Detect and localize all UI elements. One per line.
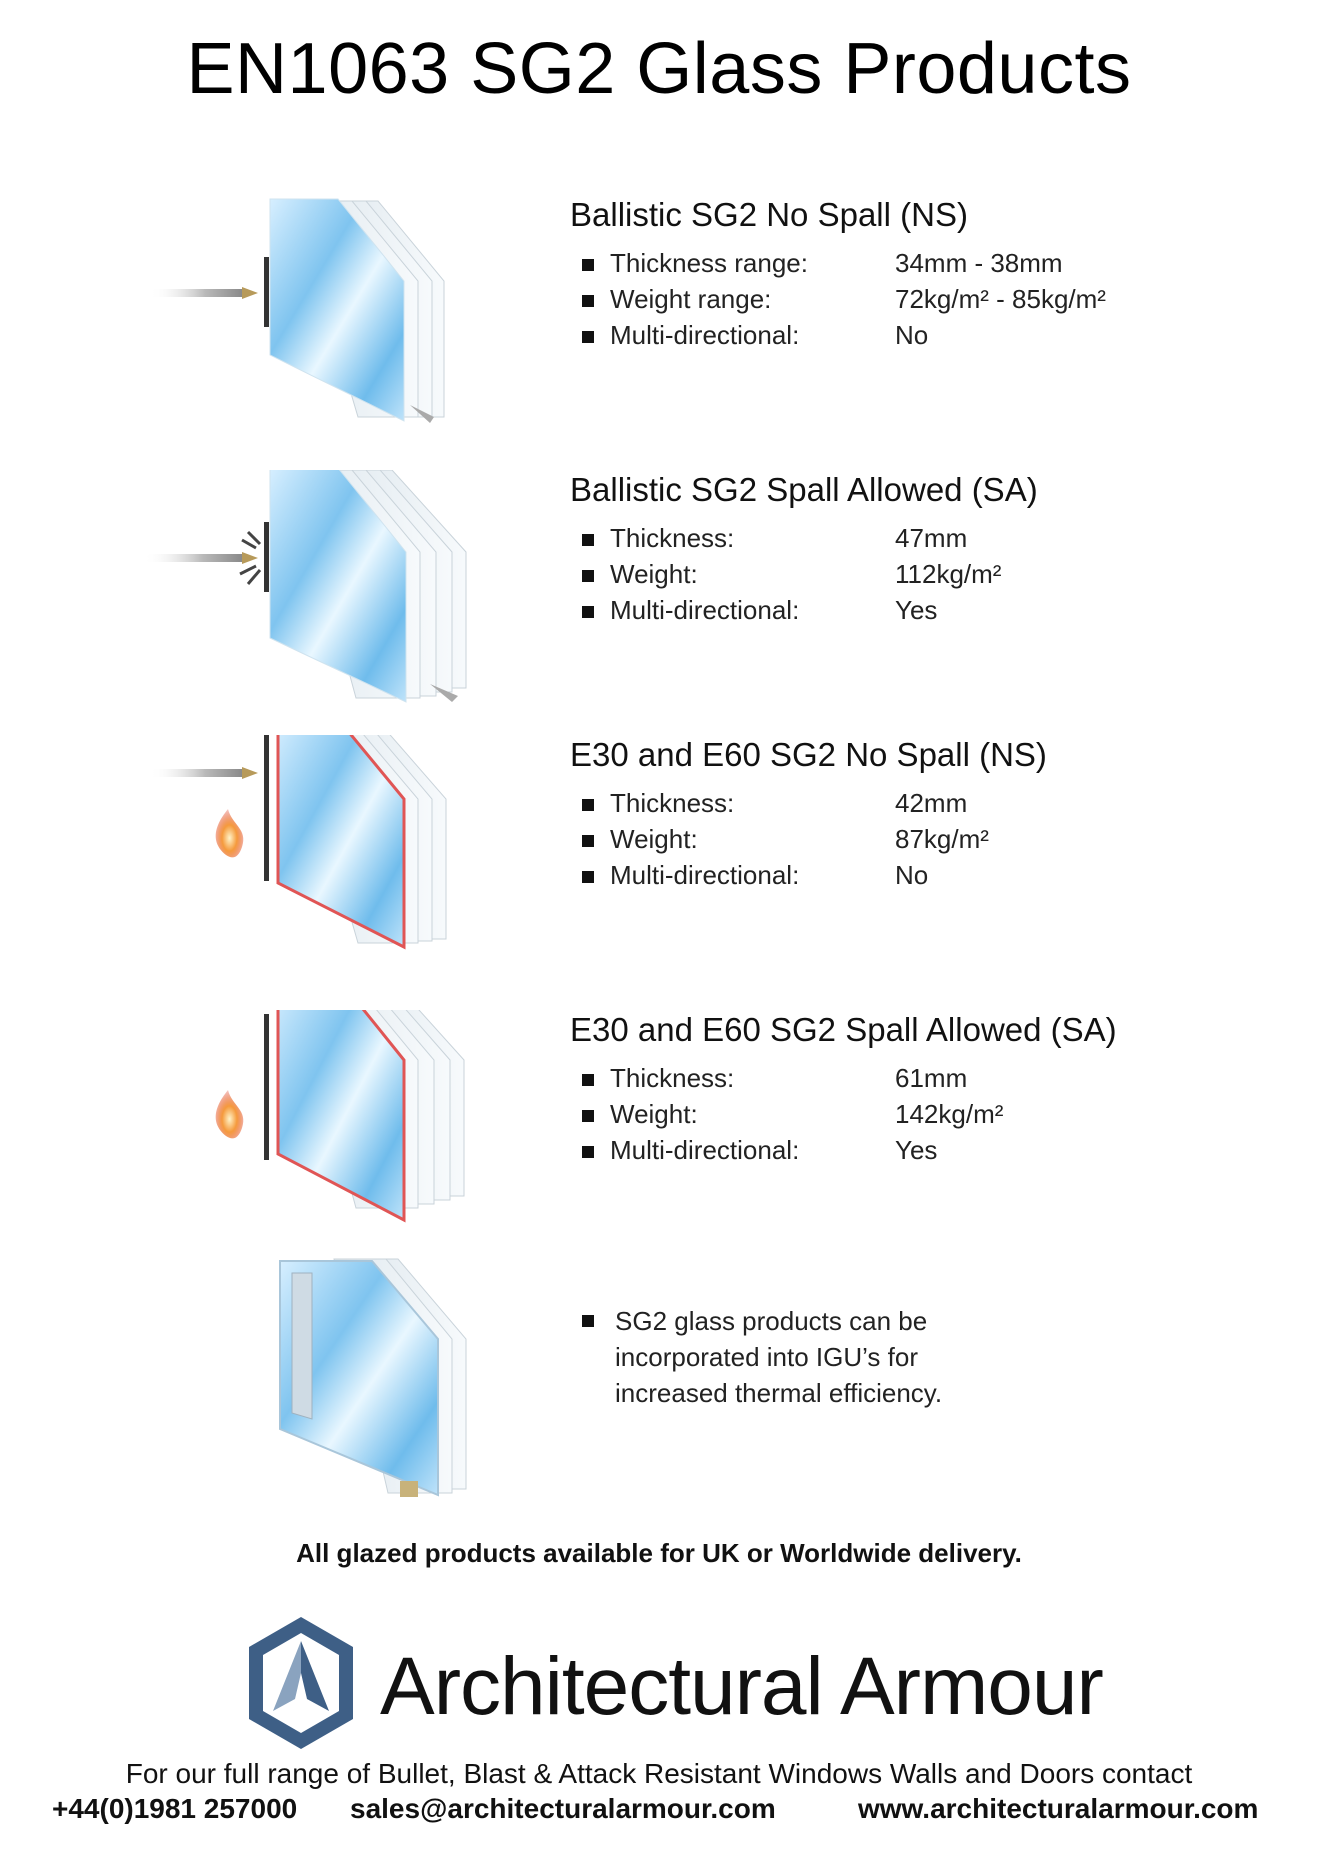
spec-value: 47mm [895,523,968,553]
spec-value: 112kg/m² [895,559,1002,589]
bullet-icon [582,534,594,546]
spec-value: No [895,320,929,350]
product-info [570,1010,1270,1168]
product-info [570,195,1270,353]
igu-text: incorporated into IGU’s for [615,1342,918,1372]
bullet-icon [582,1074,594,1086]
igu-illustration [270,1255,500,1505]
target-plate [264,257,269,327]
contact-email[interactable]: sales@architecturalarmour.com [350,1793,776,1824]
spec-value: 72kg/m² - 85kg/m² [895,284,1106,314]
glass-illustration-fire-ns [130,735,490,995]
spec-value: 87kg/m² [895,824,989,854]
spec-label: Multi-directional: [610,320,800,350]
bullet-icon [242,287,258,299]
spec-label: Multi-directional: [610,1135,800,1165]
bullet-icon [582,331,594,343]
delivery-note: All glazed products available for UK or Worldwide delivery. [296,1538,1022,1568]
igu-text: increased thermal efficiency. [615,1378,943,1408]
product-info [570,735,1270,893]
spec-label: Multi-directional: [610,860,800,890]
brand-logo-icon [245,1615,357,1751]
glass-illustration-ballistic-sa [130,470,490,730]
glass-layers [270,470,466,702]
spec-row [570,1132,1270,1168]
product-info [570,470,1270,628]
spec-label: Weight: [610,1099,698,1129]
bullet-icon [582,835,594,847]
bullet-icon [582,871,594,883]
spec-row [570,556,1270,592]
spec-label: Weight: [610,559,698,589]
product-section [0,195,1318,455]
spec-label: Thickness: [610,523,735,553]
spec-row [570,592,1270,628]
glass-layers [270,199,444,423]
contact-phone[interactable]: +44(0)1981 257000 [52,1793,298,1824]
brand-name: Architectural Armour [380,1641,1103,1732]
bullet-icon [242,767,258,779]
spec-value: No [895,860,929,890]
bullet-trail-icon [150,289,242,297]
target-plate [264,1014,269,1160]
bullet-icon [582,295,594,307]
spec-row [570,317,1270,353]
igu-text: SG2 glass products can be [615,1306,928,1336]
bullet-trail-icon [150,769,242,777]
bullet-trail-icon [144,554,242,562]
contact-line: For our full range of Bullet, Blast & Attack Resistant Windows Walls and Doors contact [125,1758,1193,1789]
bullet-icon [582,1315,594,1327]
spec-value: Yes [895,1135,938,1165]
spec-label: Weight: [610,824,698,854]
glass-layers [278,1010,464,1220]
bullet-icon [242,552,258,564]
spec-value: 42mm [895,788,968,818]
spec-row [570,245,1270,281]
spec-value: 34mm - 38mm [895,248,1063,278]
product-title: E30 and E60 SG2 Spall Allowed (SA) [570,1011,1117,1048]
target-plate [264,522,269,592]
spec-row [570,281,1270,317]
product-title: Ballistic SG2 Spall Allowed (SA) [570,471,1038,508]
product-title: E30 and E60 SG2 No Spall (NS) [570,736,1047,773]
spec-label: Multi-directional: [610,595,800,625]
bullet-icon [582,799,594,811]
spec-label: Weight range: [610,284,772,314]
spec-value: Yes [895,595,938,625]
product-section [0,735,1318,995]
fire-icon [216,1090,244,1138]
glass-illustration-fire-sa [130,1010,490,1270]
bullet-icon [582,259,594,271]
bullet-icon [582,570,594,582]
spec-row [570,857,1270,893]
spec-label: Thickness: [610,1063,735,1093]
spec-row [570,821,1270,857]
spec-value: 142kg/m² [895,1099,1004,1129]
bullet-icon [582,1146,594,1158]
spec-row [570,520,1270,556]
spec-label: Thickness: [610,788,735,818]
spec-row [570,1096,1270,1132]
product-section [0,470,1318,730]
target-plate [264,735,269,881]
bullet-icon [582,1110,594,1122]
fire-icon [216,809,244,857]
igu-glass-layers [280,1259,466,1497]
bullet-icon [582,606,594,618]
contact-website[interactable]: www.architecturalarmour.com [858,1793,1259,1824]
glass-layers [278,735,446,947]
spec-row [570,785,1270,821]
page-title: EN1063 SG2 Glass Products [186,29,1132,109]
spec-label: Thickness range: [610,248,808,278]
spec-value: 61mm [895,1063,968,1093]
product-section [0,1010,1318,1270]
product-title: Ballistic SG2 No Spall (NS) [570,196,968,233]
glass-illustration-ballistic-ns [130,195,490,455]
spec-row [570,1060,1270,1096]
